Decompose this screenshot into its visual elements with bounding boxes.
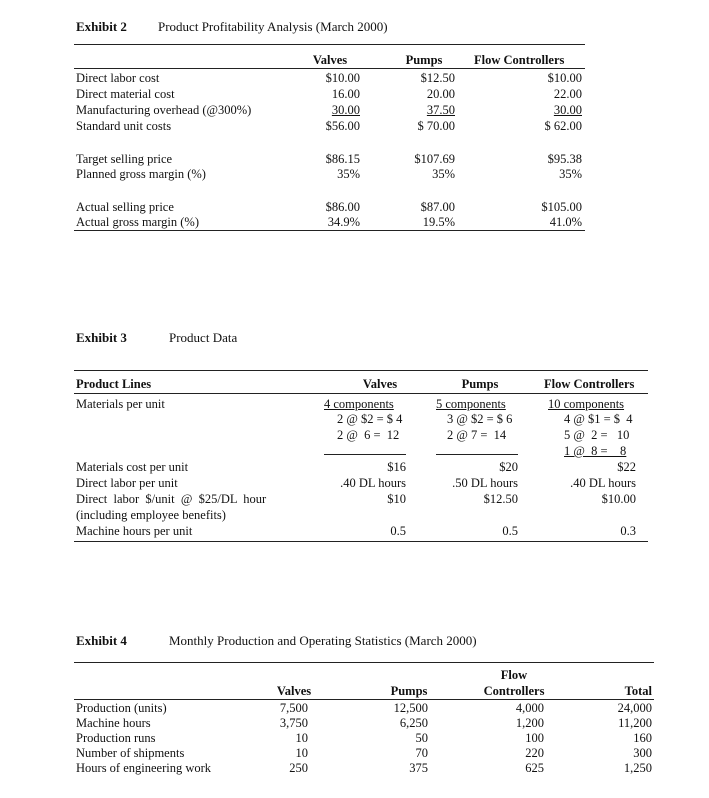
cell: 35% <box>337 167 360 181</box>
cell: 1,250 <box>623 761 652 775</box>
column-header: Total <box>624 684 652 698</box>
component-title: 10 components <box>548 397 625 411</box>
cell: 3,750 <box>279 716 308 730</box>
cell: $10 <box>387 492 406 506</box>
cell: 35% <box>559 167 582 181</box>
exhibit-2-label: Exhibit 2 <box>76 19 127 34</box>
row-label: Hours of engineering work <box>76 761 212 775</box>
cell: 11,200 <box>618 716 652 730</box>
exhibit-4-title: Monthly Production and Operating Statistics (March 2000) <box>169 633 477 648</box>
row-label: Actual selling price <box>76 200 174 214</box>
row-label: Materials cost per unit <box>76 460 189 474</box>
column-header: Valves <box>362 377 398 391</box>
row-label: Machine hours per unit <box>76 524 193 538</box>
cell: 24,000 <box>617 701 652 715</box>
cell: 35% <box>432 167 455 181</box>
row-label: Manufacturing overhead (@300%) <box>76 103 252 117</box>
cell: 160 <box>633 731 652 745</box>
row-label: Direct labor cost <box>76 71 160 85</box>
divider <box>436 454 518 455</box>
divider <box>74 370 648 371</box>
row-label: Direct material cost <box>76 87 175 101</box>
cell: 10 <box>295 731 308 745</box>
divider <box>324 454 406 455</box>
cell: $ 70.00 <box>417 119 455 133</box>
cell: 250 <box>289 761 308 775</box>
cell: $107.69 <box>414 152 455 166</box>
column-header: Flow Controllers <box>544 377 635 391</box>
component-line: 3 @ $2 = $ 6 <box>447 412 513 426</box>
cell: 37.50 <box>426 103 455 117</box>
column-header: Flow <box>500 668 528 682</box>
row-label: Direct labor $/unit @ $25/DL hour <box>76 492 267 506</box>
cell: 10 <box>295 746 308 760</box>
cell: $10.00 <box>547 71 582 85</box>
row-label-continued: (including employee benefits) <box>76 508 226 522</box>
cell: $20 <box>499 460 518 474</box>
cell: 16.00 <box>331 87 360 101</box>
component-line: 1 @ 8 = 8 <box>564 444 627 458</box>
cell: 70 <box>415 746 428 760</box>
cell: $56.00 <box>325 119 360 133</box>
cell: 220 <box>525 746 544 760</box>
exhibit-2-title: Product Profitability Analysis (March 2000) <box>158 19 388 34</box>
column-header: Valves <box>276 684 312 698</box>
cell: $16 <box>387 460 406 474</box>
cell: $22 <box>617 460 636 474</box>
exhibit-3-title: Product Data <box>169 330 238 345</box>
cell: 375 <box>409 761 428 775</box>
row-label: Standard unit costs <box>76 119 172 133</box>
cell: $10.00 <box>325 71 360 85</box>
component-line: 2 @ 6 = 12 <box>337 428 400 442</box>
divider <box>74 541 648 542</box>
cell: 0.3 <box>620 524 636 538</box>
cell: 0.5 <box>390 524 406 538</box>
column-header: Pumps <box>390 684 428 698</box>
cell: .40 DL hours <box>340 476 406 490</box>
row-label: Production (units) <box>76 701 167 715</box>
cell: .40 DL hours <box>570 476 636 490</box>
column-header: Pumps <box>405 53 443 67</box>
cell: 625 <box>525 761 544 775</box>
cell: 20.00 <box>426 87 455 101</box>
component-line: 5 @ 2 = 10 <box>564 428 630 442</box>
component-line: 2 @ $2 = $ 4 <box>337 412 403 426</box>
row-label: Number of shipments <box>76 746 185 760</box>
cell: $87.00 <box>420 200 455 214</box>
cell: 1,200 <box>515 716 544 730</box>
column-header: Flow Controllers <box>474 53 565 67</box>
component-title: 5 components <box>436 397 506 411</box>
cell: 4,000 <box>515 701 544 715</box>
component-line: 2 @ 7 = 14 <box>447 428 507 442</box>
cell: 19.5% <box>422 215 455 229</box>
cell: 22.00 <box>553 87 582 101</box>
column-header: Pumps <box>461 377 499 391</box>
row-label: Planned gross margin (%) <box>76 167 206 181</box>
row-label: Actual gross margin (%) <box>76 215 200 229</box>
cell: 12,500 <box>393 701 428 715</box>
component-title: 4 components <box>324 397 394 411</box>
product-lines-header: Product Lines <box>76 377 152 391</box>
cell: $86.15 <box>325 152 360 166</box>
cell: .50 DL hours <box>452 476 518 490</box>
row-label: Machine hours <box>76 716 151 730</box>
divider <box>74 230 585 231</box>
cell: $86.00 <box>325 200 360 214</box>
cell: 300 <box>633 746 652 760</box>
cell: 100 <box>525 731 544 745</box>
row-label: Target selling price <box>76 152 173 166</box>
column-header: Controllers <box>483 684 545 698</box>
cell: $105.00 <box>541 200 582 214</box>
cell: $95.38 <box>547 152 582 166</box>
cell: 50 <box>415 731 428 745</box>
cell: $ 62.00 <box>544 119 582 133</box>
row-label: Direct labor per unit <box>76 476 178 490</box>
cell: $12.50 <box>483 492 518 506</box>
cell: 6,250 <box>399 716 428 730</box>
cell: 30.00 <box>331 103 360 117</box>
exhibit-3-label: Exhibit 3 <box>76 330 127 345</box>
divider <box>74 662 654 663</box>
cell: 7,500 <box>279 701 308 715</box>
divider <box>74 393 648 394</box>
cell: $10.00 <box>601 492 636 506</box>
cell: 30.00 <box>553 103 582 117</box>
cell: 0.5 <box>502 524 518 538</box>
row-label: Production runs <box>76 731 156 745</box>
divider <box>74 68 585 69</box>
materials-label: Materials per unit <box>76 397 165 411</box>
cell: $12.50 <box>420 71 455 85</box>
divider <box>74 44 585 45</box>
divider <box>74 699 654 700</box>
exhibit-4-label: Exhibit 4 <box>76 633 127 648</box>
cell: 34.9% <box>327 215 360 229</box>
component-line: 4 @ $1 = $ 4 <box>564 412 633 426</box>
cell: 41.0% <box>549 215 582 229</box>
column-header: Valves <box>312 53 348 67</box>
